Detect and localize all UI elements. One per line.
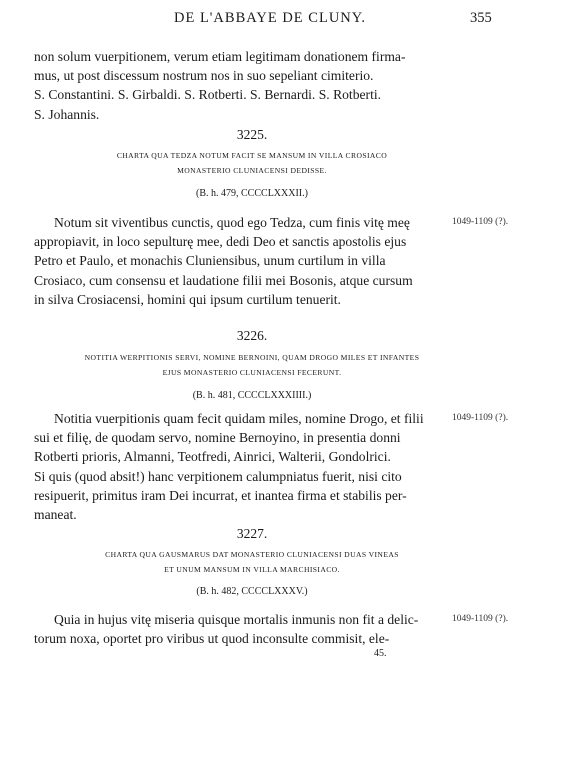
charter-title-line: EJUS MONASTERIO CLUNIACENSI FECERUNT. [162,368,342,377]
intro-paragraph [34,47,470,124]
text-line: maneat. [34,507,77,523]
text-line: Notitia vuerpitionis quam fecit quidam miles, nomine Drogo, et filii [54,411,424,426]
charter-text [34,409,470,524]
text-line: in silva Crosiacensi, homini qui ipsum curtilum tenuerit. [34,291,341,307]
text-line: appropiavit, in loco sepulturę mee, dedi Deo et sanctis apostolis ejus [34,234,407,250]
text-line: Quia in hujus vitę miseria quisque mortalis inmunis non fit a delic- [54,612,419,627]
text-line: S. Constantini. S. Girbaldi. S. Rotberti. S. Bernardi. S. Rotberti. [34,87,382,103]
charter-date: 1049-1109 (?). [452,614,509,624]
text-line: sui et filię, de quodam servo, nomine Bernoyino, in presentia donni [34,430,401,446]
charter-reference: (B. h. 482, CCCCLXXXV.) [196,586,308,597]
charter-title [34,148,470,178]
charter-date: 1049-1109 (?). [452,413,509,423]
charter-number: 3227. [236,526,268,541]
charter-number: 3225. [236,127,268,142]
charter-text [34,213,470,309]
charter-title [34,350,470,380]
text-line: Si quis (quod absit!) hanc verpitionem calumpniatus fuerit, nisi cito [34,468,402,484]
charter-date: 1049-1109 (?). [452,217,509,227]
text-line: non solum vuerpitionem, verum etiam legitimam donationem firma- [34,49,406,64]
text-line: Crosiaco, cum consensu et laudatione filii mei Bosonis, atque cursum [34,272,413,288]
text-line: S. Johannis. [34,106,100,122]
text-line: Rotberti prioris, Almanni, Teotfredi, Ainrici, Walterii, Gondolrici. [34,449,391,465]
charter-number: 3226. [236,328,268,343]
charter-reference: (B. h. 479, CCCCLXXXII.) [196,188,308,199]
text-line: resipuerit, primitus iram Dei incurrat, et inantea firma et stabilis per- [34,487,407,503]
text-line: Petro et Paulo, et monachis Cluniensibus, unum curtilum in villa [34,253,386,269]
charter-title-line: CHARTA QUA GAUSMARUS DAT MONASTERIO CLUNIACENSI DUAS VINEAS [105,550,399,559]
charter-text [34,610,470,648]
charter-title-line: NOTITIA WERPITIONIS SERVI, NOMINE BERNOINI, QUAM DROGO MILES ET INFANTES [84,353,420,362]
text-line: torum noxa, oportet pro viribus ut quod inconsulte commisit, ele- [34,631,390,647]
charter-reference: (B. h. 481, CCCCLXXXIIII.) [192,390,312,401]
charter-title-line: CHARTA QUA TEDZA NOTUM FACIT SE MANSUM IN VILLA CROSIACO [116,151,388,160]
charter-title-line: ET UNUM MANSUM IN VILLA MARCHISIACO. [164,565,340,574]
text-line: Notum sit viventibus cunctis, quod ego Tedza, cum finis vitę meę [54,215,410,230]
page-number: 355 [470,10,492,26]
running-head-title: DE L'ABBAYE DE CLUNY. [174,10,366,26]
text-line: mus, ut post discessum nostrum nos in suo sepeliant cimiterio. [34,68,374,84]
charter-title [34,547,470,577]
charter-title-line: MONASTERIO CLUNIACENSI DEDISSE. [177,166,327,175]
signature-mark: 45. [374,648,387,659]
